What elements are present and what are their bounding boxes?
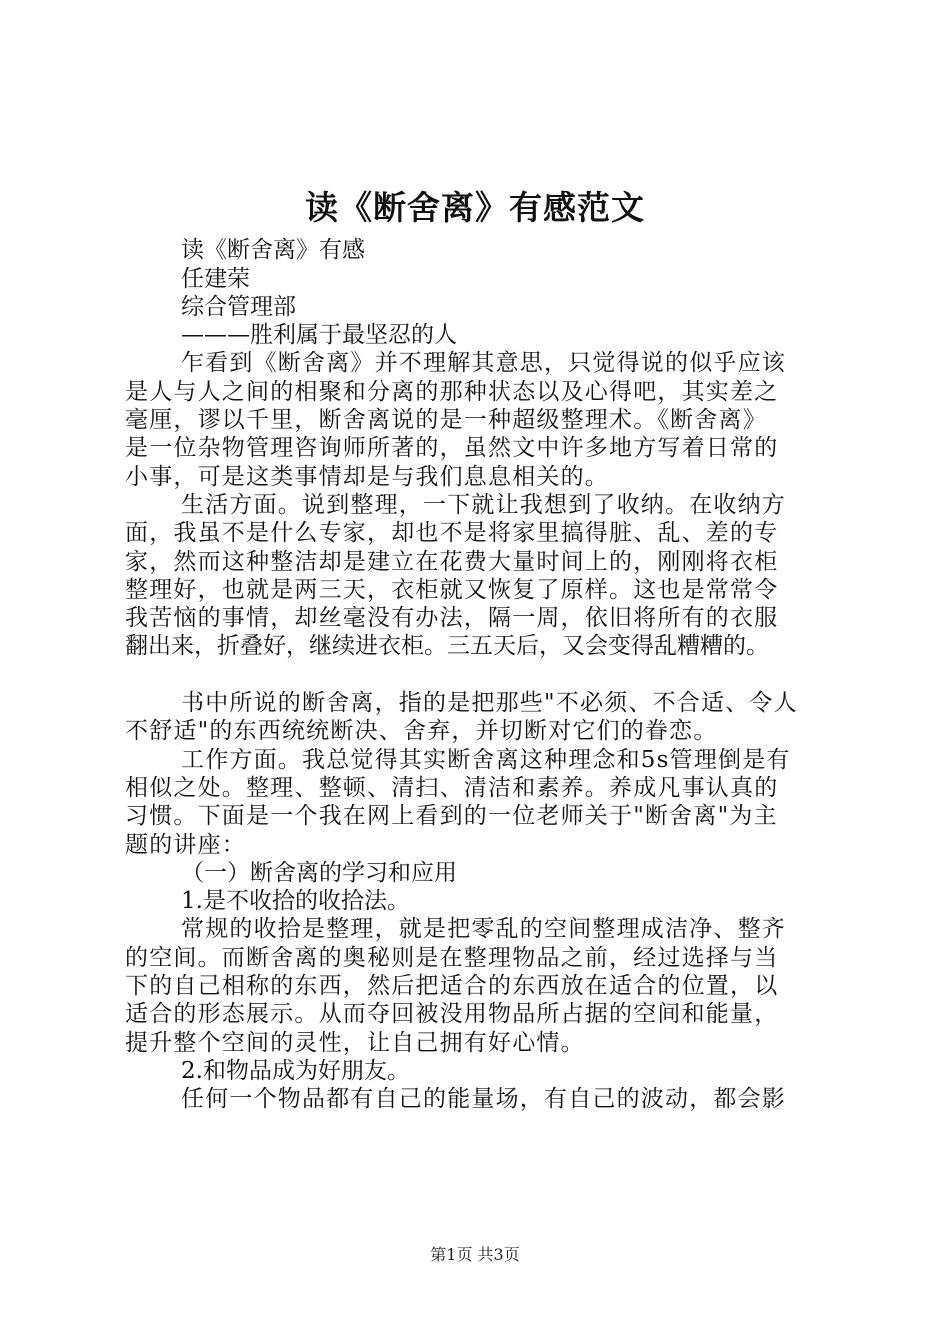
- document-body: [125, 208, 837, 1114]
- paragraph-line: 不舒适"的东西统统断决、舍弃，并切断对它们的眷恋。: [125, 718, 718, 745]
- page-footer: 第1页 共3页: [430, 1245, 520, 1264]
- paragraph-line: 整理好，也就是两三天，衣柜就又恢复了原样。这也是常常令: [125, 576, 779, 603]
- paragraph-line: 相似之处。整理、整顿、清扫、清洁和素养。养成凡事认真的: [125, 774, 779, 801]
- paragraph-line: 生活方面。说到整理，一下就让我想到了收纳。在收纳方: [181, 491, 786, 518]
- paragraph-line: 适合的形态展示。从而夺回被没用物品所占据的空间和能量，: [125, 1001, 779, 1028]
- section-heading: （一）断舍离的学习和应用: [181, 859, 457, 886]
- paragraph-line: 下的自己相称的东西，然后把适合的东西放在适合的位置，以: [125, 973, 779, 1000]
- paragraph-line: 书中所说的断舍离，指的是把那些"不必须、不合适、令人: [181, 690, 798, 717]
- paragraph-line: 习惯。下面是一个我在网上看到的一位老师关于"断舍离"为主: [125, 803, 778, 830]
- paragraph-line: 乍看到《断舍离》并不理解其意思，只觉得说的似乎应该: [181, 350, 786, 377]
- spacer: [125, 208, 837, 236]
- paragraph-line: 的空间。而断舍离的奥秘则是在整理物品之前，经过选择与当: [125, 944, 779, 971]
- paragraph-line: 题的讲座：: [125, 831, 246, 858]
- list-item-heading: 2.和物品成为好朋友。: [181, 1057, 410, 1084]
- paragraph-line: 是一位杂物管理咨询师所著的，虽然文中许多地方写着日常的: [125, 435, 779, 462]
- paragraph-line: 常规的收拾是整理，就是把零乱的空间整理成洁净、整齐: [181, 916, 786, 943]
- paragraph-line: 小事，可是这类事情却是与我们息息相关的。: [125, 463, 609, 490]
- paragraph-line: 提升整个空间的灵性，让自己拥有好心情。: [125, 1029, 585, 1056]
- list-item-heading: 1.是不收拾的收拾法。: [181, 888, 410, 915]
- paragraph-line: 翻出来，折叠好，继续进衣柜。三五天后，又会变得乱糟糟的。: [125, 633, 769, 660]
- document-title: 读《断舍离》有感范文: [305, 188, 645, 227]
- paragraph-line: 任何一个物品都有自己的能量场，有自己的波动，都会影: [181, 1086, 786, 1113]
- paragraph-line: 家，然而这种整洁却是建立在花费大量时间上的，刚刚将衣柜: [125, 548, 779, 575]
- paragraph-line: 毫厘，谬以千里，断舍离说的是一种超级整理术。《断舍离》: [125, 407, 767, 434]
- paragraph-line: 是人与人之间的相聚和分离的那种状态以及心得吧，其实差之: [125, 378, 779, 405]
- spacer: [125, 661, 837, 689]
- paragraph-line: 面，我虽不是什么专家，却也不是将家里搞得脏、乱、差的专: [125, 520, 779, 547]
- author-line: 任建荣: [181, 265, 250, 292]
- paragraph-line: 我苦恼的事情，却丝毫没有办法，隔一周，依旧将所有的衣服: [125, 605, 779, 632]
- motto-line: ———胜利属于最坚忍的人: [181, 322, 457, 349]
- paragraph-line: 工作方面。我总觉得其实断舍离这种理念和5s管理倒是有: [181, 746, 791, 773]
- subtitle-line: 读《断舍离》有感: [181, 237, 365, 264]
- department-line: 综合管理部: [181, 293, 296, 320]
